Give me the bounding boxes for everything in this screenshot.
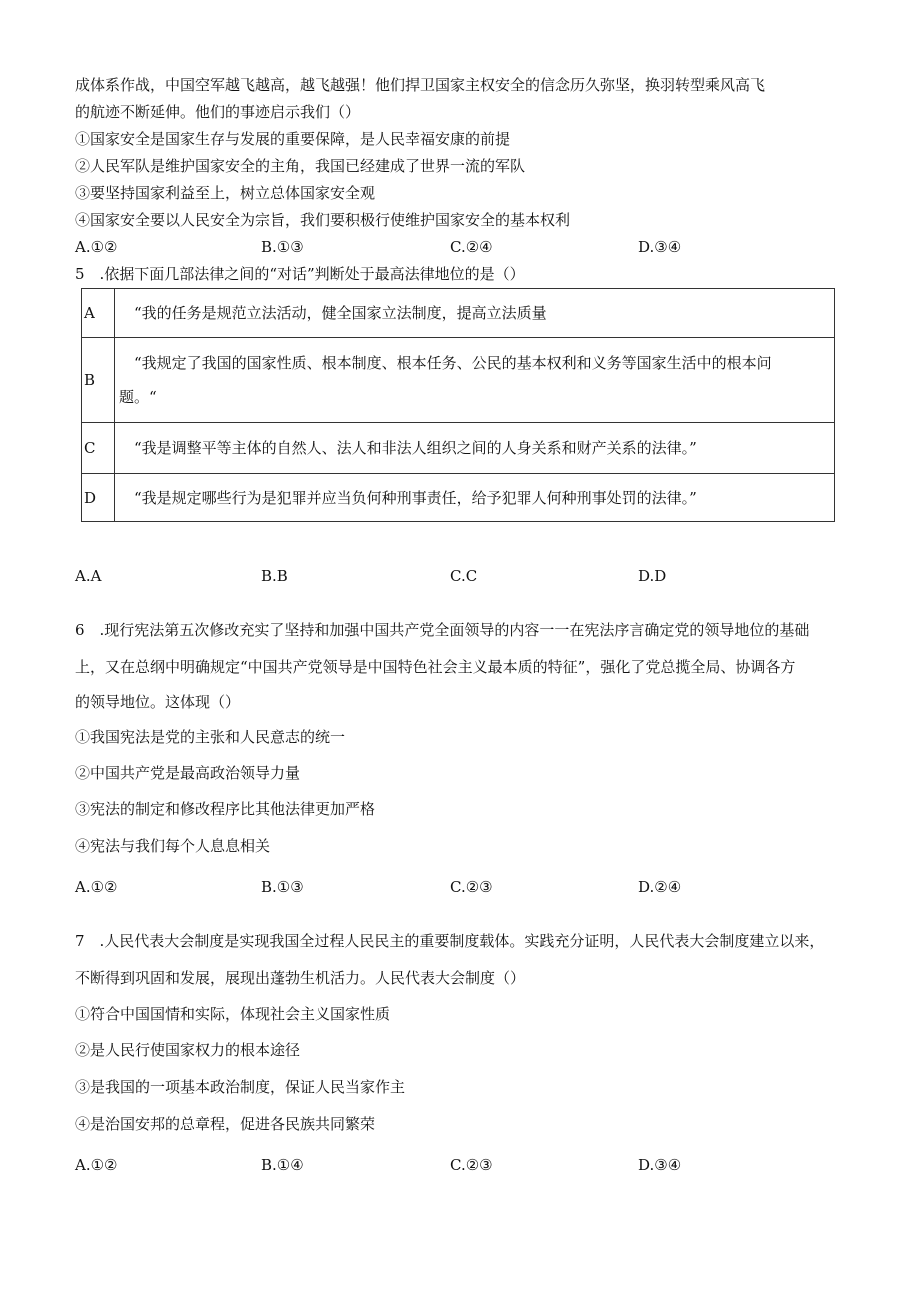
q4-options xyxy=(75,237,835,257)
q4-item-4: ④国家安全要以人民安全为宗旨，我们要积极行使维护国家安全的基本权利 xyxy=(75,211,571,229)
q4-item-3: ③要坚持国家利益至上，树立总体国家安全观 xyxy=(75,184,376,202)
q6-option-d[interactable]: D.②④ xyxy=(638,878,682,896)
q7-option-a[interactable]: A.①② xyxy=(75,1156,118,1174)
q5-option-b[interactable]: B.B xyxy=(261,567,288,585)
q4-stem-line2: 的航迹不断延伸。他们的事迹启示我们（） xyxy=(75,103,361,121)
q5-row-key: A xyxy=(82,289,115,338)
q4-item-1: ①国家安全是国家生存与发展的重要保障，是人民幸福安康的前提 xyxy=(75,130,511,148)
q6-stem-line2: 上，又在总纲中明确规定“中国共产党领导是中国特色社会主义最本质的特征”，强化了党总揽全局、协调各方 xyxy=(75,658,796,676)
q5-option-d[interactable]: D.D xyxy=(638,567,667,585)
q6-item-4: ④宪法与我们每个人息息相关 xyxy=(75,837,271,855)
q7-item-2: ②是人民行使国家权力的根本途径 xyxy=(75,1041,301,1059)
q6-option-b[interactable]: B.①③ xyxy=(261,878,304,896)
q4-option-d[interactable]: D.③④ xyxy=(638,238,682,256)
q4-item-2: ②人民军队是维护国家安全的主角，我国已经建成了世界一流的军队 xyxy=(75,157,526,175)
q6-stem-line1: 6 .现行宪法第五次修改充实了坚持和加强中国共产党全面领导的内容一一在宪法序言确定党的领导地位的基础 xyxy=(75,621,810,639)
q5-stem: 5 .依据下面几部法律之间的“对话”判断处于最高法律地位的是（） xyxy=(75,265,525,283)
q5-row-key: B xyxy=(82,338,115,423)
q6-item-2: ②中国共产党是最高政治领导力量 xyxy=(75,764,301,782)
q6-option-a[interactable]: A.①② xyxy=(75,878,118,896)
q7-option-d[interactable]: D.③④ xyxy=(638,1156,682,1174)
q7-option-c[interactable]: C.②③ xyxy=(450,1156,493,1174)
q5-row-key: C xyxy=(82,423,115,474)
q7-stem-line1: 7 .人民代表大会制度是实现我国全过程人民民主的重要制度载体。实践充分证明，人民代表大会制度建立以来， xyxy=(75,932,825,950)
q6-item-1: ①我国宪法是党的主张和人民意志的统一 xyxy=(75,728,346,746)
q5-option-c[interactable]: C.C xyxy=(450,567,478,585)
q7-item-1: ①符合中国国情和实际，体现社会主义国家性质 xyxy=(75,1005,391,1023)
q7-item-4: ④是治国安邦的总章程，促进各民族共同繁荣 xyxy=(75,1115,376,1133)
q4-stem-line1: 成体系作战，中国空军越飞越高，越飞越强！他们捍卫国家主权安全的信念历久弥坚，换羽转型乘风高飞 xyxy=(75,76,766,94)
q4-option-a[interactable]: A.①② xyxy=(75,238,118,256)
q7-stem-line2: 不断得到巩固和发展，展现出蓬勃生机活力。人民代表大会制度（） xyxy=(75,969,526,987)
q6-stem-line3: 的领导地位。这体现（） xyxy=(75,693,241,711)
q5-row-text: “我是规定哪些行为是犯罪并应当负何种刑事责任，给予犯罪人何种刑事处罚的法律。” xyxy=(115,474,835,522)
q5-row-text: “我是调整平等主体的自然人、法人和非法人组织之间的人身关系和财产关系的法律。” xyxy=(115,423,835,474)
q5-row-text: “我规定了我国的国家性质、根本制度、根本任务、公民的基本权利和义务等国家生活中的根本问 题。“ xyxy=(115,338,835,423)
q6-item-3: ③宪法的制定和修改程序比其他法律更加严格 xyxy=(75,800,376,818)
q5-option-a[interactable]: A.A xyxy=(75,567,102,585)
q5-dialogue-table xyxy=(81,288,835,522)
q6-option-c[interactable]: C.②③ xyxy=(450,878,493,896)
q5-row-a xyxy=(82,289,835,338)
q5-row-c xyxy=(82,423,835,474)
q6-options xyxy=(75,877,835,897)
q7-item-3: ③是我国的一项基本政治制度，保证人民当家作主 xyxy=(75,1078,406,1096)
q5-row-key: D xyxy=(82,474,115,522)
q4-option-c[interactable]: C.②④ xyxy=(450,238,493,256)
q5-row-d xyxy=(82,474,835,522)
q5-row-b xyxy=(82,338,835,423)
q7-option-b[interactable]: B.①④ xyxy=(261,1156,304,1174)
q7-options xyxy=(75,1155,835,1175)
q4-option-b[interactable]: B.①③ xyxy=(261,238,304,256)
q5-row-text: “我的任务是规范立法活动，健全国家立法制度，提高立法质量 xyxy=(115,289,835,338)
q5-options xyxy=(75,566,835,586)
